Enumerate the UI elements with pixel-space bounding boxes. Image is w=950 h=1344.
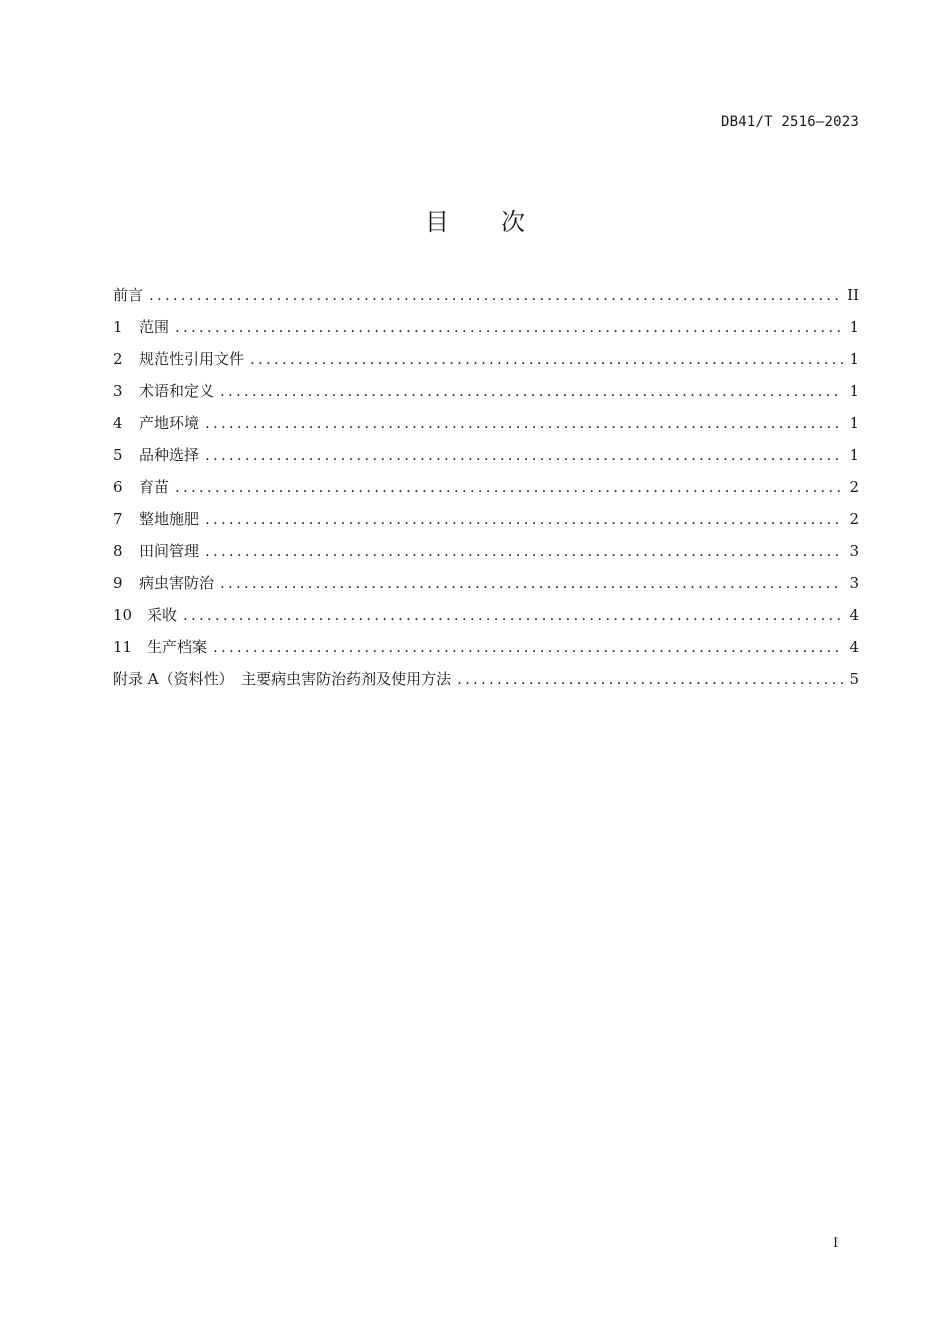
- toc-leader-dots: [205, 414, 843, 432]
- toc-leader-dots: [205, 542, 843, 560]
- page-title-char-1: 目: [425, 208, 449, 236]
- toc-entry-page: II: [847, 286, 859, 304]
- toc-entry-page: 1: [849, 318, 859, 336]
- toc-entry-label: 采收: [147, 606, 178, 624]
- toc-entry-number: 3: [113, 382, 123, 400]
- table-of-contents: [113, 284, 859, 700]
- toc-entry-label: 附录 A（资料性） 主要病虫害防治药剂及使用方法: [113, 670, 452, 688]
- toc-entry-number: 1: [113, 318, 123, 336]
- toc-entry-3[interactable]: [113, 380, 859, 412]
- toc-leader-dots: [149, 286, 841, 304]
- toc-entry-7[interactable]: [113, 508, 859, 540]
- toc-entry-page: 2: [849, 510, 859, 528]
- toc-entry-number: 9: [113, 574, 123, 592]
- toc-entry-label: 整地施肥: [139, 510, 200, 528]
- toc-entry-label: 品种选择: [139, 446, 200, 464]
- toc-entry-number: 7: [113, 510, 123, 528]
- toc-entry-6[interactable]: [113, 476, 859, 508]
- toc-entry-number: 4: [113, 414, 123, 432]
- toc-entry-1[interactable]: [113, 316, 859, 348]
- toc-leader-dots: [183, 606, 843, 624]
- toc-leader-dots: [220, 382, 843, 400]
- toc-entry-number: 10: [113, 606, 133, 624]
- toc-entry-5[interactable]: [113, 444, 859, 476]
- toc-entry-page: 3: [849, 542, 859, 560]
- toc-entry-label: 范围: [139, 318, 170, 336]
- toc-entry-2[interactable]: [113, 348, 859, 380]
- toc-leader-dots: [220, 574, 843, 592]
- toc-entry-page: 3: [849, 574, 859, 592]
- page-title: [0, 202, 950, 237]
- toc-entry-label: 产地环境: [139, 414, 200, 432]
- toc-leader-dots: [213, 638, 843, 656]
- toc-entry-page: 1: [849, 382, 859, 400]
- toc-entry-label: 术语和定义: [139, 382, 215, 400]
- toc-entry-page: 4: [849, 638, 859, 656]
- toc-leader-dots: [250, 350, 843, 368]
- toc-entry-page: 2: [849, 478, 859, 496]
- page-title-char-2: 次: [501, 208, 525, 236]
- toc-entry-page: 1: [849, 414, 859, 432]
- toc-entry-label: 生产档案: [147, 638, 208, 656]
- toc-entry-11[interactable]: [113, 636, 859, 668]
- toc-leader-dots: [205, 510, 843, 528]
- toc-entry-label: 规范性引用文件: [139, 350, 245, 368]
- standard-code: DB41/T 2516—2023: [720, 114, 859, 130]
- toc-leader-dots: [175, 318, 843, 336]
- toc-entry-9[interactable]: [113, 572, 859, 604]
- toc-entry-appendix-a[interactable]: [113, 668, 859, 700]
- toc-entry-label: 前言: [113, 286, 144, 304]
- toc-entry-label: 育苗: [139, 478, 170, 496]
- toc-entry-number: 6: [113, 478, 123, 496]
- toc-entry-foreword[interactable]: [113, 284, 859, 316]
- toc-entry-label: 田间管理: [139, 542, 200, 560]
- toc-entry-8[interactable]: [113, 540, 859, 572]
- toc-entry-4[interactable]: [113, 412, 859, 444]
- toc-leader-dots: [175, 478, 843, 496]
- toc-entry-page: 1: [849, 446, 859, 464]
- toc-entry-number: 5: [113, 446, 123, 464]
- toc-leader-dots: [205, 446, 843, 464]
- toc-entry-number: 8: [113, 542, 123, 560]
- toc-entry-10[interactable]: [113, 604, 859, 636]
- toc-entry-page: 1: [849, 350, 859, 368]
- toc-entry-page: 5: [849, 670, 859, 688]
- page-number: I: [833, 1236, 839, 1251]
- toc-leader-dots: [457, 670, 843, 688]
- toc-entry-number: 2: [113, 350, 123, 368]
- toc-entry-page: 4: [849, 606, 859, 624]
- toc-entry-number: 11: [113, 638, 133, 656]
- toc-entry-label: 病虫害防治: [139, 574, 215, 592]
